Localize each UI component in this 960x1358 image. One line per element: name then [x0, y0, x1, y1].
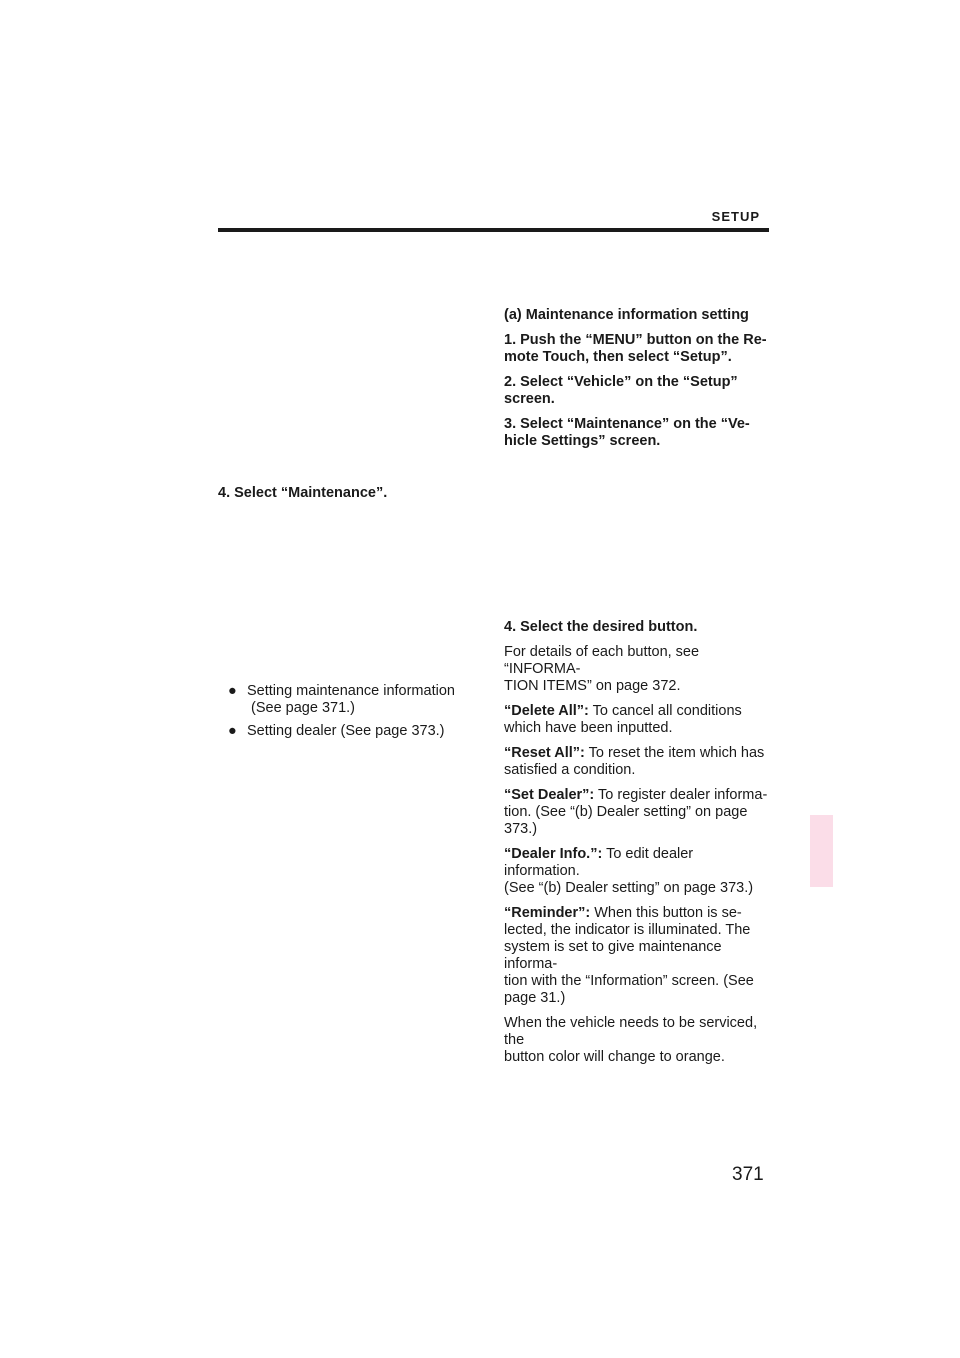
- item-line: To cancel all conditions: [588, 703, 742, 719]
- button-descriptions: [504, 619, 770, 1074]
- item-line: To edit dealer information.: [504, 846, 694, 879]
- term-reminder: “Reminder”:: [504, 905, 591, 921]
- intro-line1: For details of each button, see “INFORMA-: [504, 644, 700, 677]
- intro-line2: TION ITEMS” on page 372.: [504, 678, 681, 694]
- section-tab-marker: [810, 815, 833, 887]
- step-3-line1: 3. Select “Maintenance” on the “Ve-: [504, 416, 750, 432]
- item-line: which have been inputted.: [504, 720, 673, 736]
- closing-text: [504, 1015, 770, 1066]
- item-line: system is set to give maintenance informa-: [504, 939, 722, 972]
- bullet-1-line2: (See page 371.): [251, 700, 355, 716]
- item-line: When this button is se-: [590, 905, 742, 921]
- step-3-line2: hicle Settings” screen.: [504, 433, 661, 449]
- bullet-icon: ●: [228, 723, 237, 739]
- term-delete-all: “Delete All”:: [504, 703, 589, 719]
- header-rule: [218, 228, 769, 232]
- bullet-list: [228, 683, 478, 746]
- term-dealer-info: “Dealer Info.”:: [504, 846, 603, 862]
- item-line: satisfied a condition.: [504, 762, 636, 778]
- right-step-4: 4. Select the desired button.: [504, 619, 698, 635]
- section-title: SETUP: [711, 209, 760, 224]
- step-1-line2: mote Touch, then select “Setup”.: [504, 349, 732, 365]
- intro-text: [504, 644, 770, 695]
- left-step-4: 4. Select “Maintenance”.: [218, 485, 388, 501]
- item-line: lected, the indicator is illuminated. The: [504, 922, 751, 938]
- bullet-item: [228, 683, 478, 717]
- item-line: tion with the “Information” screen. (See: [504, 973, 754, 989]
- bullet-2-line1: Setting dealer (See page 373.): [247, 723, 445, 739]
- step-1: [504, 332, 770, 366]
- bullet-icon: ●: [228, 683, 237, 699]
- step-2-line2: screen.: [504, 391, 555, 407]
- maintenance-setting-section: [504, 307, 770, 458]
- item-delete-all: [504, 703, 770, 737]
- bullet-item: [228, 723, 478, 740]
- item-line: (See “(b) Dealer setting” on page 373.): [504, 880, 754, 896]
- closing-line2: button color will change to orange.: [504, 1049, 725, 1065]
- step-3: [504, 416, 770, 450]
- bullet-1-line1: Setting maintenance information: [247, 683, 455, 699]
- item-set-dealer: [504, 787, 770, 838]
- page-number: 371: [732, 1164, 764, 1185]
- item-dealer-info: [504, 846, 770, 897]
- step-2-line1: 2. Select “Vehicle” on the “Setup”: [504, 374, 738, 390]
- step-2: [504, 374, 770, 408]
- term-reset-all: “Reset All”:: [504, 745, 585, 761]
- item-line: tion. (See “(b) Dealer setting” on page: [504, 804, 748, 820]
- term-set-dealer: “Set Dealer”:: [504, 787, 595, 803]
- item-line: To register dealer informa-: [594, 787, 768, 803]
- section-heading: (a) Maintenance information setting: [504, 307, 749, 323]
- item-line: page 31.): [504, 990, 566, 1006]
- item-line: 373.): [504, 821, 538, 837]
- item-reset-all: [504, 745, 770, 779]
- item-line: To reset the item which has: [584, 745, 765, 761]
- item-reminder: [504, 905, 770, 1007]
- step-1-line1: 1. Push the “MENU” button on the Re-: [504, 332, 767, 348]
- closing-line1: When the vehicle needs to be serviced, the: [504, 1015, 758, 1048]
